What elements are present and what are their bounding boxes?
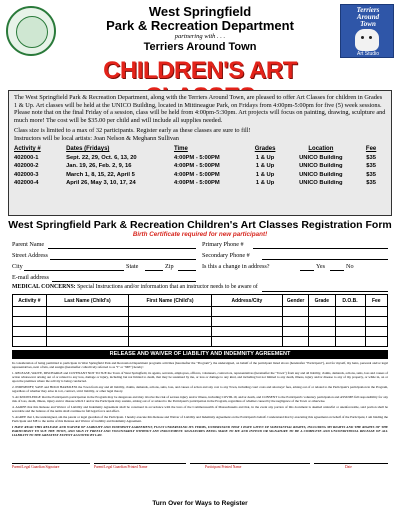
session-activity: 402000-4 bbox=[14, 180, 39, 187]
release-text bbox=[12, 361, 388, 439]
street-address-field[interactable] bbox=[50, 259, 196, 260]
secondary-phone-label: Secondary Phone # bbox=[202, 252, 250, 259]
session-dates: March 1, 8, 15, 22, April 5 bbox=[66, 171, 135, 178]
no-label: No bbox=[346, 263, 354, 270]
logo-text-1: Terriers bbox=[356, 6, 380, 14]
session-activity: 402000-2 bbox=[14, 163, 39, 170]
table-row[interactable] bbox=[13, 307, 388, 317]
table-row[interactable] bbox=[13, 337, 388, 347]
col-dob: D.O.B. bbox=[335, 295, 365, 307]
col-activity: Activity # bbox=[14, 146, 41, 153]
park-rec-seal-logo bbox=[6, 6, 56, 56]
guardian-signature-field[interactable] bbox=[12, 463, 90, 464]
partner-name: Terriers Around Town bbox=[143, 41, 257, 53]
session-time: 4:00PM - 5:00PM bbox=[173, 171, 220, 178]
logo-brand: Art Studio bbox=[357, 51, 379, 57]
zip-label: Zip bbox=[165, 263, 174, 270]
table-row[interactable] bbox=[13, 317, 388, 327]
info-paragraph: The West Springfield Park & Recreation Department, along with the Terriers Around Town, are pleased to offer Art Classes for children in Grades 1 & Up. Art classes will be held at the UNICO Building, located in Mittineague Park, on Fridays from 4:00pm-5:00pm for five (5) week sessions. Please note that on the final Friday of a session, class will be held from 4:00pm-5:30pm. Art projects will focus on painting, drawing, sculpture and much more! The cost will be $35.00 per child and will include all supplies needed. bbox=[14, 94, 386, 124]
parent-name-field[interactable] bbox=[48, 248, 196, 249]
email-label: E-mail address bbox=[12, 274, 49, 281]
col-fee: Fee bbox=[365, 146, 377, 153]
session-fee: $35 bbox=[366, 180, 376, 187]
seal-center-icon bbox=[16, 16, 48, 48]
session-grades: 1 & Up bbox=[255, 154, 275, 161]
guardian-printed-name-field[interactable] bbox=[94, 463, 186, 464]
org-name-line2: Park & Recreation Department bbox=[106, 18, 294, 33]
session-grades: 1 & Up bbox=[255, 163, 275, 170]
col-activity-num: Activity # bbox=[13, 295, 47, 307]
logo-text-2: Around bbox=[356, 13, 380, 21]
email-field[interactable] bbox=[52, 281, 196, 282]
col-first-name: First Name (Child's) bbox=[129, 295, 212, 307]
medical-text: Special Instructions and/or information that an instructor needs to be aware of bbox=[77, 284, 258, 290]
yes-checkbox-line[interactable] bbox=[300, 270, 314, 271]
address-change-label: Is this a change in address? bbox=[202, 263, 270, 270]
date-label: Date bbox=[345, 465, 352, 469]
col-gender: Gender bbox=[283, 295, 309, 307]
session-location: UNICO Building bbox=[299, 180, 343, 187]
release-clause-1: 1. RELEASE, WAIVE, DISCHARGE and COVENANT NOT TO SUE the Town of West Springfield, its agents, servants, employees, officers, volunteers, contractors, representatives (hereinafter the "Town") from any and all liability, claims, demands, actions, suits, loss and causes of action whatsoever arising out of or related to any loss, damage or injury, including but not limited to death, that may be sustained by me, or loss or damage to any kind, and including but not limited to any death, illness, injury and/or disease to any of my property, or while in, on or upon the premises where the activity is being conducted. bbox=[12, 370, 388, 384]
session-grades: 1 & Up bbox=[255, 180, 275, 187]
session-row bbox=[14, 180, 386, 189]
state-field[interactable] bbox=[145, 270, 163, 271]
page-title: CHILDREN'S ART bbox=[103, 57, 297, 84]
session-fee: $35 bbox=[366, 163, 376, 170]
session-location: UNICO Building bbox=[299, 163, 343, 170]
registration-title: West Springfield Park & Recreation Children's Art Classes Registration Form bbox=[8, 219, 392, 231]
session-time: 4:00PM - 5:00PM bbox=[173, 180, 220, 187]
release-closing: I HAVE READ THIS RELEASE AND WAIVER OF LIABILITY AND INDEMNITY AGREEMENT, FULLY UNDERSTAND ITS TERMS, UNDERSTAND THAT I HAVE GIVEN UP SUBSTANTIAL RIGHTS, INCLUDING MY RIGHTS AND THE RIGHTS OF THE PARTICIPANT TO SUE THE TOWN, AND SIGN IT FREELY AND VOLUNTARILY WITHOUT ANY INDUCEMENT. SIGNATURES BEING MADE TO ME AND INTEND OR SIGNATURE TO BE A COMPLETE AND UNCONDITIONAL RELEASE OF ALL LIABILITY TO THE GREATEST EXTENT ALLOWED BY LAW. bbox=[12, 424, 388, 438]
session-dates: Sept. 22, 29, Oct. 6, 13, 20 bbox=[66, 154, 137, 161]
participant-table bbox=[12, 294, 388, 347]
participant-printed-name-label: Participant Printed Name bbox=[205, 465, 242, 469]
table-row[interactable] bbox=[13, 327, 388, 337]
session-grades: 1 & Up bbox=[255, 171, 275, 178]
date-field[interactable] bbox=[314, 463, 388, 464]
state-label: State bbox=[126, 263, 139, 270]
release-clause-2: 2. INDEMNIFY, SAVE and HOLD HARMLESS the Town from any and all liability, claims, demands, actions, suits, loss, and causes of action and any cost to any Town, including court costs and attorneys' fees, arising out of or related to the Participant's participation in the Program, regardless of whether they arise in tort, contract, strict liability, or other legal theory. bbox=[12, 385, 388, 394]
secondary-phone-field[interactable] bbox=[262, 259, 388, 260]
session-row bbox=[14, 154, 386, 163]
session-activity: 402000-1 bbox=[14, 154, 39, 161]
primary-phone-field[interactable] bbox=[253, 248, 388, 249]
program-info-box bbox=[8, 90, 392, 216]
session-row bbox=[14, 171, 386, 180]
session-activity: 402000-3 bbox=[14, 171, 39, 178]
city-label: City bbox=[12, 263, 23, 270]
participant-printed-name-field[interactable] bbox=[190, 463, 310, 464]
guardian-printed-name-label: Parent/Legal Guardian Printed Name bbox=[94, 465, 148, 469]
medical-label: MEDICAL CONCERNS: bbox=[12, 284, 76, 290]
col-fee: Fee bbox=[365, 295, 388, 307]
instructors-note: Instructors will be local artists: Joan Nelson & Meghann Sullivan bbox=[14, 134, 179, 142]
col-last-name: Last Name (Child's) bbox=[46, 295, 129, 307]
logo-text-3: Town bbox=[360, 20, 376, 28]
primary-phone-label: Primary Phone # bbox=[202, 241, 244, 248]
col-grades: Grades bbox=[254, 146, 276, 153]
col-time: Time bbox=[173, 146, 188, 153]
session-dates: Jan. 19, 26, Feb. 2, 9, 16 bbox=[66, 163, 132, 170]
no-checkbox-line[interactable] bbox=[330, 270, 344, 271]
yes-label: Yes bbox=[316, 263, 326, 270]
turn-over-note: Turn Over for Ways to Register bbox=[152, 500, 248, 507]
city-field[interactable] bbox=[24, 270, 124, 271]
session-time: 4:00PM - 5:00PM bbox=[173, 154, 220, 161]
medical-concerns-field[interactable] bbox=[262, 291, 388, 292]
release-title-bar: RELEASE AND WAIVER OF LIABILITY AND INDEMNITY AGREEMENT bbox=[12, 350, 388, 359]
release-clause-4: 4. AGREE that this Release and Waiver of Liability and Indemnity Agreement shall be construed in accordance with the laws of the Commonwealth of Massachusetts and that, in the event any portion of this document is deemed unlawful or unenforceable, said portion shall be severable and the balance of the terms shall continue in full legal force and effect. bbox=[12, 404, 388, 414]
col-dates: Dates (Fridays) bbox=[66, 146, 110, 153]
session-location: UNICO Building bbox=[299, 171, 343, 178]
session-fee: $35 bbox=[366, 154, 376, 161]
col-address-city: Address/City bbox=[211, 295, 282, 307]
col-grade: Grade bbox=[309, 295, 335, 307]
terrier-dog-icon bbox=[355, 29, 379, 51]
session-row bbox=[14, 163, 386, 172]
birth-certificate-note: Birth Certificate required for new participant! bbox=[132, 231, 268, 238]
zip-field[interactable] bbox=[178, 270, 196, 271]
partnering-text: partnering with . . . bbox=[174, 33, 226, 40]
medical-concerns bbox=[12, 284, 258, 290]
release-clause-3: 3. ACKNOWLEDGE that the Participant's participation in the Program may be dangerous and may involve the risk of serious injury and/or illness, including COVID-19, and/or death, and CONSENT to the Participant's voluntary participation and ASSUME full responsibility for any risk of loss, death, illness, injury and/or disease which I and/or the Participant may sustain, arising out of or related to the Participant's participation in the Program, regardless of whether caused by the negligence of the Town or otherwise. bbox=[12, 394, 388, 404]
street-label: Street Address bbox=[12, 252, 48, 259]
col-location: Location bbox=[308, 146, 334, 153]
session-time: 4:00PM - 5:00PM bbox=[173, 163, 220, 170]
terriers-around-town-logo bbox=[340, 4, 394, 58]
session-fee: $35 bbox=[366, 171, 376, 178]
guardian-signature-label: Parent/Legal Guardian Signature bbox=[12, 465, 60, 469]
session-dates: April 26, May 3, 10, 17, 24 bbox=[66, 180, 136, 187]
sessions-table bbox=[14, 146, 386, 189]
release-intro: In consideration of being permitted to participate in West Springfield Park and Recreation Department programs activities (hereinafter the "Program"), the undersigned, on behalf of the participant listed above (hereinafter "Participant"), and for myself, my heirs, personal and/or legal representatives, next of kin, and assigns (hereinafter collectively referred to as "I" or "ME") hereby: bbox=[12, 361, 388, 370]
release-clause-5: 5. AGREE that I, the undersigned, am the parent or legal guardian of the Participant. I hereby execute this Release and Waiver of Liability and Indemnity Agreement on the Participant's behalf. I understand that by executing this agreement on behalf of the Participant, I am binding the Participant and ME to the terms of this Release and Waiver of Liability and Indemnity Agreement. bbox=[12, 414, 388, 423]
parent-name-label: Parent Name bbox=[12, 241, 45, 248]
session-location: UNICO Building bbox=[299, 154, 343, 161]
class-size-note: Class size is limited to a max of 32 participants. Register early as these classes are sure to fill! bbox=[14, 127, 251, 135]
org-name-line1: West Springfield bbox=[148, 4, 252, 19]
